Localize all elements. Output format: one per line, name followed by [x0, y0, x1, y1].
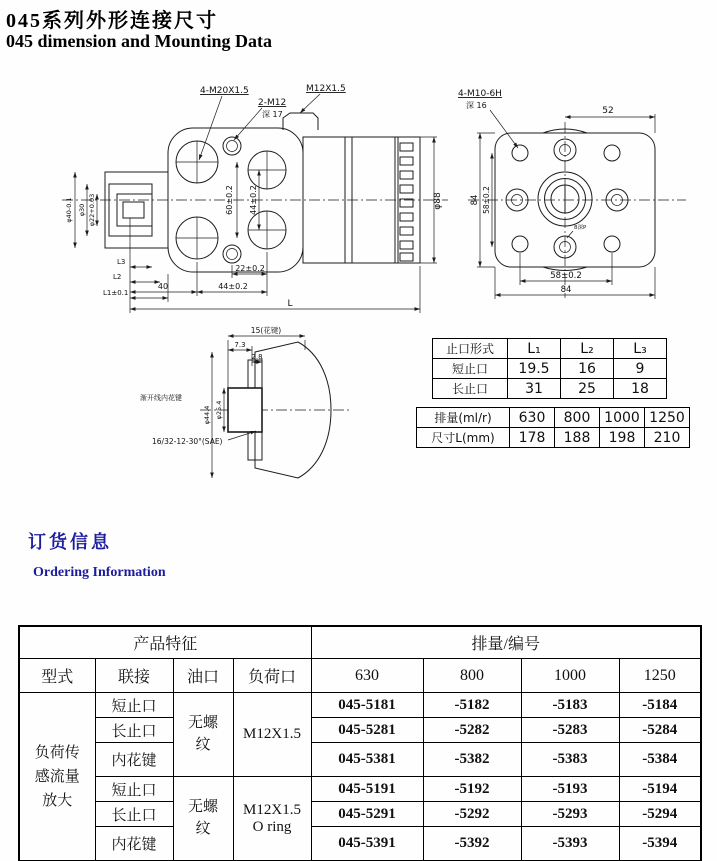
code-cell: -5392	[423, 827, 521, 861]
dim-40: 40	[157, 282, 169, 291]
dim-73: 7.3	[234, 341, 246, 349]
l1-header: L₁	[508, 339, 561, 359]
dim-dia254: φ25.4	[215, 400, 223, 420]
code-cell: -5294	[619, 802, 701, 827]
header-product-features: 产品特征	[19, 626, 311, 659]
col-header: 800	[423, 659, 521, 693]
ordering-title-en: Ordering Information	[33, 565, 166, 580]
dim-84-bottom: 84	[560, 285, 572, 295]
code-cell: -5182	[423, 693, 521, 718]
cell: 18	[614, 379, 667, 399]
cell: 1000	[600, 408, 645, 428]
cell: 188	[555, 428, 600, 448]
code-cell: 045-5391	[311, 827, 423, 861]
cell: 25	[561, 379, 614, 399]
cell: 31	[508, 379, 561, 399]
col-header: 1000	[521, 659, 619, 693]
code-cell: -5292	[423, 802, 521, 827]
label-depth17: 深 17	[262, 110, 283, 119]
dim-dia40: φ40-0.1	[65, 197, 73, 223]
code-cell: 045-5181	[311, 693, 423, 718]
dim-44h: 44±0.2	[218, 282, 248, 291]
stop-type-table	[432, 338, 667, 399]
code-cell: -5384	[619, 743, 701, 777]
l3-header: L₃	[614, 339, 667, 359]
dim-15: 15(花键)	[250, 326, 282, 335]
table-header-row	[19, 659, 701, 693]
col-header: 油口	[173, 659, 233, 693]
conn-cell: 长止口	[95, 718, 173, 743]
code-cell: 045-5381	[311, 743, 423, 777]
table-row	[19, 718, 701, 743]
table-header-row	[19, 626, 701, 659]
dim-60: 60±0.2	[225, 185, 234, 215]
label-depth16: 深 16	[466, 101, 487, 110]
code-cell: -5284	[619, 718, 701, 743]
dim-l1: L1±0.1	[103, 289, 129, 297]
code-cell: -5383	[521, 743, 619, 777]
label-center-note: 8深P	[574, 225, 587, 231]
table-row	[19, 827, 701, 861]
cell: 9	[614, 359, 667, 379]
conn-cell: 内花键	[95, 743, 173, 777]
l2-header: L₂	[561, 339, 614, 359]
page-title-zh: 045系列外形连接尺寸	[6, 10, 218, 32]
dim-dia444: φ44.4	[203, 405, 211, 425]
label-4-m20: 4-M20X1.5	[200, 86, 249, 96]
dim-22: 22±0.2	[235, 264, 265, 273]
table-row	[19, 777, 701, 802]
table-row	[417, 428, 690, 448]
dim-l2: L2	[113, 273, 122, 281]
col-header: 1250	[619, 659, 701, 693]
load-port-cell: M12X1.5 O ring	[233, 777, 311, 861]
col-header: 联接	[95, 659, 173, 693]
code-cell: -5283	[521, 718, 619, 743]
dim-44v: 44±0.2	[249, 185, 258, 215]
code-cell: -5293	[521, 802, 619, 827]
label-2-m12: 2-M12	[258, 98, 287, 108]
code-cell: -5394	[619, 827, 701, 861]
oil-port-cell: 无螺纹	[173, 777, 233, 861]
header-displacement-code: 排量/编号	[311, 626, 701, 659]
label-spline-note: 渐开线内花键	[140, 394, 182, 402]
dim-dia88: φ88	[433, 192, 443, 210]
cell: 短止口	[433, 359, 508, 379]
dim-58-bottom: 58±0.2	[550, 271, 582, 281]
cell: 长止口	[433, 379, 508, 399]
dim-l: L	[287, 299, 293, 309]
code-cell: 045-5291	[311, 802, 423, 827]
cell: 800	[555, 408, 600, 428]
table-row	[19, 802, 701, 827]
ordering-table	[18, 625, 702, 861]
table-row	[19, 693, 701, 718]
col-header: 630	[311, 659, 423, 693]
col-header: 负荷口	[233, 659, 311, 693]
cell: 198	[600, 428, 645, 448]
table-row	[433, 359, 667, 379]
code-cell: -5193	[521, 777, 619, 802]
code-cell: -5382	[423, 743, 521, 777]
dim-dia30: φ30	[78, 203, 86, 217]
spline-detail-view	[140, 325, 350, 478]
dim-28: 2.8	[251, 353, 263, 361]
conn-cell: 短止口	[95, 693, 173, 718]
code-cell: -5183	[521, 693, 619, 718]
label-sae: 16/32-12-30°(SAE)	[152, 437, 223, 446]
cell: 16	[561, 359, 614, 379]
displacement-length-table	[416, 407, 690, 448]
cell: 1250	[645, 408, 690, 428]
conn-cell: 短止口	[95, 777, 173, 802]
cell: 178	[510, 428, 555, 448]
load-port-cell: M12X1.5	[233, 693, 311, 777]
code-cell: 045-5191	[311, 777, 423, 802]
dim-l3: L3	[117, 258, 126, 266]
cell: 19.5	[508, 359, 561, 379]
conn-cell: 内花键	[95, 827, 173, 861]
table-row	[19, 743, 701, 777]
dim-dia22: φ22+0.03	[88, 193, 96, 227]
label-m12x15: M12X1.5	[306, 84, 346, 94]
code-cell: -5184	[619, 693, 701, 718]
cell: 尺寸L(mm)	[417, 428, 510, 448]
table-row	[433, 339, 667, 359]
cell: 210	[645, 428, 690, 448]
stop-header: 止口形式	[433, 339, 508, 359]
type-label-cell: 负荷传感流量放大	[19, 693, 95, 861]
code-cell: -5194	[619, 777, 701, 802]
ordering-title-zh: 订货信息	[28, 532, 112, 552]
code-cell: 045-5281	[311, 718, 423, 743]
cell: 排量(ml/r)	[417, 408, 510, 428]
dim-52: 52	[602, 106, 614, 116]
table-row	[417, 408, 690, 428]
gerotor-teeth	[400, 143, 413, 261]
code-cell: -5393	[521, 827, 619, 861]
oil-port-cell: 无螺纹	[173, 693, 233, 777]
col-header: 型式	[19, 659, 95, 693]
code-cell: -5192	[423, 777, 521, 802]
right-end-view	[458, 89, 686, 299]
page-title-en: 045 dimension and Mounting Data	[6, 31, 273, 51]
label-4-m10: 4-M10-6H	[458, 89, 502, 99]
dim-84-left: 84	[470, 194, 480, 206]
cell: 630	[510, 408, 555, 428]
dim-58-left: 58±0.2	[482, 186, 491, 214]
code-cell: -5282	[423, 718, 521, 743]
conn-cell: 长止口	[95, 802, 173, 827]
table-row	[433, 379, 667, 399]
left-side-view	[62, 84, 448, 313]
